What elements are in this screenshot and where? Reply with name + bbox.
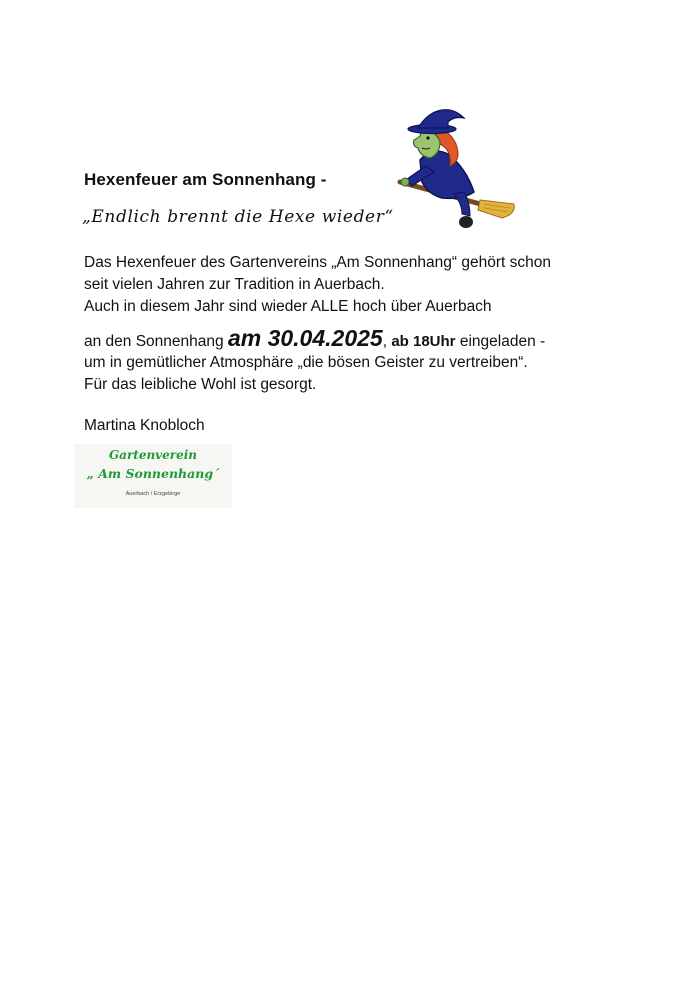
text-line: seit vielen Jahren zur Tradition in Auerbach. — [84, 276, 385, 293]
signature: Martina Knobloch — [84, 417, 205, 434]
invitation-text — [84, 252, 624, 396]
text-line: Für das leibliche Wohl ist gesorgt. — [84, 376, 317, 393]
event-time: ab 18Uhr — [391, 333, 456, 350]
page-title: Hexenfeuer am Sonnenhang - — [84, 170, 327, 189]
witch-on-broom-icon — [392, 104, 520, 234]
text-segment: an den Sonnenhang — [84, 333, 228, 350]
club-logo — [74, 444, 232, 508]
text-line: um in gemütlicher Atmosphäre „die bösen Geister zu vertreiben“. — [84, 354, 528, 371]
logo-title: Gartenverein — [108, 448, 198, 462]
logo-name: „ Am Sonnenhang´ — [86, 466, 220, 481]
text-line: Das Hexenfeuer des Gartenvereins „Am Sonnenhang“ gehört schon — [84, 254, 551, 271]
text-segment: , — [382, 333, 392, 350]
text-line: Auch in diesem Jahr sind wieder ALLE hoch über Auerbach — [84, 298, 492, 315]
slogan: „Endlich brennt die Hexe wieder“ — [82, 207, 394, 227]
event-date: am 30.04.2025 — [227, 325, 383, 351]
logo-subtitle: Auerbach / Erzgebirge — [125, 491, 181, 497]
text-segment: eingeladen - — [455, 333, 546, 350]
